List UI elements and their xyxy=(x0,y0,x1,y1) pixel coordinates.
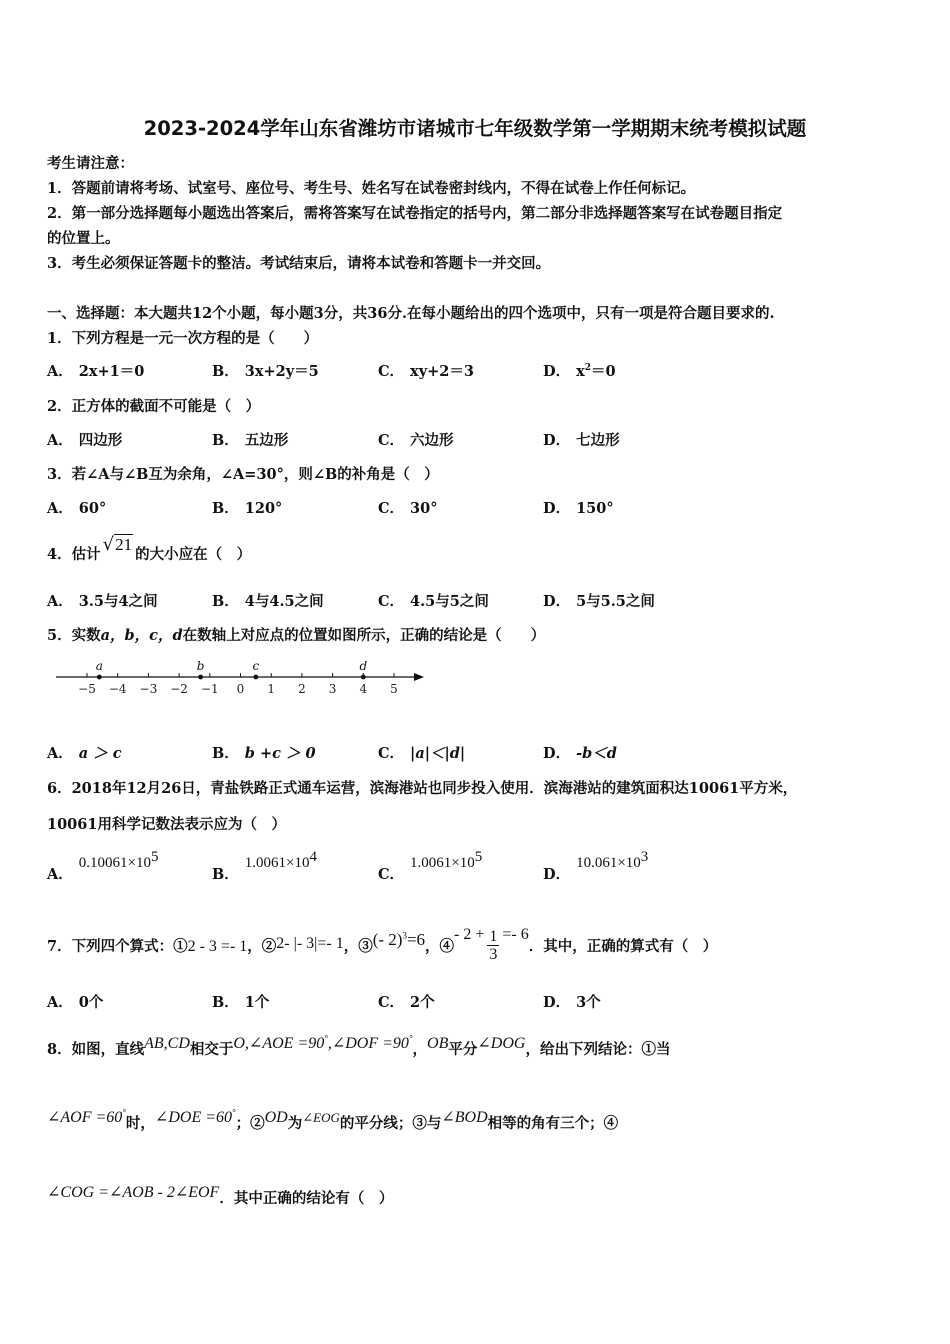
question-4-option-c xyxy=(378,590,489,611)
formula-4-lead: - 2 + xyxy=(454,926,485,944)
point-b xyxy=(198,675,203,680)
question-1-option-d xyxy=(543,360,616,381)
fraction-denominator: 3 xyxy=(489,946,498,963)
math-angle-aof xyxy=(47,1109,126,1126)
option-text: 4.5与5之间 xyxy=(410,593,489,610)
tick-label: 5 xyxy=(390,682,398,696)
question-6-stem-line-1: 6．2018年12月26日，青盐铁路正式通车运营，滨海港站也同步投入使用．滨海港站的建筑面积达10061平方米， xyxy=(47,780,798,797)
question-6-option-c xyxy=(378,849,483,883)
formula-4 xyxy=(454,926,529,963)
stem-text: 5．实数 xyxy=(47,627,101,644)
question-7-option-d xyxy=(543,991,601,1012)
option-exponent: 5 xyxy=(150,849,159,865)
degree-sign: ° xyxy=(324,1033,328,1044)
tick-label: 3 xyxy=(328,682,337,696)
fraction-numerator: 1 xyxy=(489,928,498,945)
option-text: xy+2＝3 xyxy=(410,363,474,380)
option-letter: A． xyxy=(47,363,73,380)
option-letter: A． xyxy=(47,994,73,1011)
point-label-b: b xyxy=(196,659,205,673)
point-c xyxy=(253,675,258,680)
option-text: 四边形 xyxy=(78,432,123,449)
option-letter: C． xyxy=(378,432,405,449)
option-math: 1.0061×10 xyxy=(244,854,310,871)
math-text: ∠DOE =60 xyxy=(154,1109,233,1126)
notice-item-2-cont: 的位置上。 xyxy=(47,230,120,247)
stem-text: ，② xyxy=(247,938,277,956)
option-text: 3x+2y＝5 xyxy=(244,363,319,380)
question-1-option-b xyxy=(212,360,319,381)
stem-text: 的大小应在（ ） xyxy=(135,546,252,563)
option-text: 5与5.5之间 xyxy=(576,593,655,610)
question-7-option-c xyxy=(378,991,435,1012)
degree-sign: ° xyxy=(408,1033,413,1044)
option-letter: B． xyxy=(212,745,239,762)
question-1-option-a xyxy=(47,360,144,381)
question-8-stem-line-2 xyxy=(47,1107,619,1133)
option-text: 3个 xyxy=(576,994,601,1011)
math-lines: AB,CD xyxy=(144,1035,190,1052)
point-label-c: c xyxy=(252,659,260,673)
math-angle-eog: ∠EOG xyxy=(302,1110,340,1125)
point-d xyxy=(361,675,366,680)
option-letter: C． xyxy=(378,500,405,517)
stem-text: ．其中，正确的算式有（ ） xyxy=(528,938,718,956)
formula-3-exponent: 3 xyxy=(402,930,407,941)
question-4-stem xyxy=(47,534,252,564)
option-letter: A． xyxy=(47,593,73,610)
sqrt-radicand: 21 xyxy=(115,535,133,554)
notice-item-2: 2．第一部分选择题每小题选出答案后，需将答案写在试卷指定的括号内，第二部分非选择题答案写在试卷题目指定 xyxy=(47,205,783,222)
option-text: 六边形 xyxy=(410,432,454,449)
option-letter: A． xyxy=(47,432,73,449)
option-letter: B． xyxy=(212,593,239,610)
question-5-option-c xyxy=(378,742,465,763)
question-2-stem: 2．正方体的截面不可能是（ ） xyxy=(47,398,261,415)
option-exponent: 4 xyxy=(309,849,317,865)
stem-text: ，③ xyxy=(343,938,373,956)
page-title: 2023-2024学年山东省潍坊市诸城市七年级数学第一学期期末统考模拟试题 xyxy=(143,117,807,140)
math-text: ∠AOF =60 xyxy=(47,1109,123,1126)
option-text: 七边形 xyxy=(576,432,620,449)
stem-text: ；② xyxy=(235,1115,265,1132)
option-text: b +c ＞ 0 xyxy=(244,745,316,762)
math-angle-bod: ∠BOD xyxy=(441,1109,488,1126)
stem-variables: a，b，c，d xyxy=(100,627,183,644)
question-8-stem-line-3 xyxy=(47,1184,394,1208)
option-letter: B． xyxy=(212,865,239,883)
question-4-option-b xyxy=(212,590,324,611)
math-angle-aoe xyxy=(233,1035,412,1052)
stem-text: 在数轴上对应点的位置如图所示，正确的结论是（ ） xyxy=(182,627,546,644)
option-text: 3.5与4之间 xyxy=(78,593,158,610)
question-3-option-b xyxy=(212,497,282,518)
tick-label: 0 xyxy=(236,682,245,696)
stem-text: 时， xyxy=(125,1115,155,1132)
option-exponent: 5 xyxy=(474,849,483,865)
formula-4-tail: =- 6 xyxy=(502,926,529,944)
option-letter: D． xyxy=(543,363,571,380)
tick-label: −1 xyxy=(200,682,219,696)
question-4-option-d xyxy=(543,590,655,611)
option-letter: A． xyxy=(47,745,73,762)
tick-label: −3 xyxy=(139,682,158,696)
option-letter: D． xyxy=(543,500,571,517)
question-6-option-a xyxy=(47,849,159,883)
question-4-option-a xyxy=(47,590,158,611)
question-2-option-a xyxy=(47,429,122,450)
question-2-option-c xyxy=(378,429,454,450)
option-exponent: 3 xyxy=(640,849,649,865)
point-label-d: d xyxy=(359,659,368,673)
fraction xyxy=(487,928,499,963)
stem-text: 4．估计 xyxy=(47,546,101,563)
stem-text: ，给出下列结论：①当 xyxy=(525,1041,671,1058)
number-line xyxy=(50,655,440,705)
stem-text: 相交于 xyxy=(189,1041,234,1058)
stem-text: 的平分线；③与 xyxy=(339,1115,442,1132)
question-5-stem xyxy=(47,624,545,645)
option-text: x xyxy=(576,363,585,380)
option-text: 0个 xyxy=(78,994,104,1011)
option-letter: C． xyxy=(378,363,405,380)
option-text: 2个 xyxy=(410,994,435,1011)
formula-1: 2 - 3 =- 1 xyxy=(187,938,248,956)
formula-2: 2- |- 3|=- 1 xyxy=(276,935,344,953)
sqrt-icon: √ xyxy=(102,534,115,555)
formula-3 xyxy=(373,930,425,949)
question-6-option-b xyxy=(212,849,317,883)
stem-text: ，④ xyxy=(425,938,455,956)
question-8-stem-line-1 xyxy=(47,1033,671,1059)
stem-text: 平分 xyxy=(448,1041,478,1058)
stem-text: ．其中正确的结论有（ ） xyxy=(219,1190,394,1207)
question-1-option-c xyxy=(378,360,474,381)
option-text: -b＜d xyxy=(576,745,617,762)
question-3-option-d xyxy=(543,497,614,518)
question-3-stem: 3．若∠A与∠B互为余角，∠A=30°，则∠B的补角是（ ） xyxy=(47,466,439,483)
question-7-option-a xyxy=(47,991,103,1012)
notice-item-3: 3．考生必须保证答题卡的整洁。考试结束后，请将本试卷和答题卡一并交回。 xyxy=(47,255,551,272)
option-text: 1个 xyxy=(244,994,270,1011)
degree-sign: ° xyxy=(122,1107,126,1118)
math-ray-ob: OB xyxy=(427,1035,449,1052)
option-letter: B． xyxy=(212,432,239,449)
option-math: 0.10061×10 xyxy=(78,854,151,871)
stem-text: 7．下列四个算式：① xyxy=(47,938,188,956)
question-1-stem: 1．下列方程是一元一次方程的是（ ） xyxy=(47,330,319,347)
formula-3-base: (- 2) xyxy=(372,930,403,950)
question-5-option-b xyxy=(212,742,316,763)
math-angle-doe xyxy=(155,1109,236,1126)
option-math: 10.061×10 xyxy=(576,854,641,871)
tick-label: 2 xyxy=(298,682,306,696)
option-letter: B． xyxy=(212,994,239,1011)
option-letter: D． xyxy=(543,432,571,449)
point-label-a: a xyxy=(95,659,103,673)
question-2-option-b xyxy=(212,429,288,450)
option-text-tail: ＝0 xyxy=(591,363,616,380)
option-text: 120° xyxy=(244,500,283,517)
option-superscript: 2 xyxy=(584,363,591,374)
option-text: 2x+1＝0 xyxy=(78,363,145,380)
option-letter: B． xyxy=(212,363,239,380)
math-angle-dog: ∠DOG xyxy=(477,1035,526,1052)
option-letter: A． xyxy=(47,865,73,883)
option-text: 五边形 xyxy=(244,432,289,449)
option-letter: C． xyxy=(378,994,405,1011)
math-ray-od: OD xyxy=(264,1109,288,1126)
option-text: 60° xyxy=(78,500,107,517)
tick-label: −5 xyxy=(78,682,96,696)
option-letter: C． xyxy=(378,865,405,883)
sqrt-expression xyxy=(103,534,133,555)
option-letter: D． xyxy=(543,593,571,610)
question-7-stem xyxy=(47,926,718,965)
stem-text: ， xyxy=(412,1041,428,1058)
tick-label: −2 xyxy=(170,682,188,696)
option-text: |a|＜|d| xyxy=(410,745,466,762)
math-text: ,∠DOF =90 xyxy=(327,1035,409,1052)
option-text: 150° xyxy=(576,500,614,517)
stem-text: 相等的角有三个；④ xyxy=(487,1115,619,1132)
question-6-stem-line-2: 10061用科学记数法表示应为（ ） xyxy=(47,816,286,833)
math-text: O,∠AOE =90 xyxy=(233,1035,325,1052)
notice-heading: 考生请注意： xyxy=(47,155,134,172)
tick-label: 4 xyxy=(359,682,368,696)
question-3-option-c xyxy=(378,497,437,518)
option-math: 1.0061×10 xyxy=(410,854,475,871)
question-2-option-d xyxy=(543,429,620,450)
stem-text: 为 xyxy=(287,1115,303,1132)
option-letter: D． xyxy=(543,865,571,883)
question-7-option-b xyxy=(212,991,269,1012)
option-text: 4与4.5之间 xyxy=(244,593,324,610)
option-text: 30° xyxy=(410,500,438,517)
notice-item-1: 1．答题前请将考场、试室号、座位号、考生号、姓名写在试卷密封线内，不得在试卷上作任何标记。 xyxy=(47,180,696,197)
tick-label: −4 xyxy=(108,682,127,696)
math-angle-cog: ∠COG =∠AOB - 2∠EOF xyxy=(47,1184,220,1201)
stem-text: 8．如图，直线 xyxy=(47,1041,145,1058)
option-letter: C． xyxy=(378,745,405,762)
option-letter: B． xyxy=(212,500,239,517)
option-letter: A． xyxy=(47,500,73,517)
tick-label: 1 xyxy=(267,682,276,696)
point-a xyxy=(97,675,102,680)
question-6-option-d xyxy=(543,849,649,883)
option-letter: D． xyxy=(543,745,571,762)
option-letter: D． xyxy=(543,994,571,1011)
option-text: a ＞ c xyxy=(78,745,122,762)
arrow-icon xyxy=(414,673,424,681)
section-heading: 一、选择题：本大题共12个小题，每小题3分，共36分.在每小题给出的四个选项中，只有一项是符合题目要求的. xyxy=(47,305,775,322)
option-letter: C． xyxy=(378,593,405,610)
degree-sign: ° xyxy=(232,1107,236,1118)
question-3-option-a xyxy=(47,497,106,518)
question-5-option-a xyxy=(47,742,122,763)
formula-3-tail: =6 xyxy=(406,930,426,950)
question-5-option-d xyxy=(543,742,617,763)
